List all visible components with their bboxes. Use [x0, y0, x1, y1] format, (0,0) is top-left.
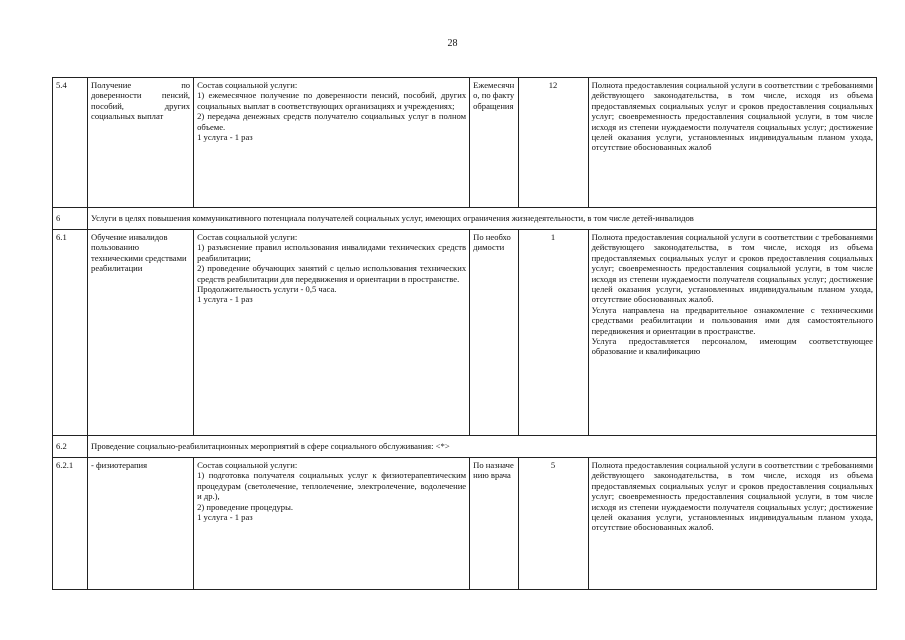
service-name: Обучение инвалидов пользованию техническими средствами реабилитации: [88, 230, 194, 436]
content-line: 2) проведение процедуры.: [197, 501, 294, 512]
table-row-5-4: [53, 78, 877, 208]
service-content: [194, 78, 470, 208]
row-number: 6.2.1: [53, 458, 88, 590]
content-line: 2) проведение обучающих занятий с целью использования технических средств реабилитации для передвижения и ориентации в пространстве.: [197, 263, 467, 284]
service-volume: 1: [518, 230, 588, 436]
service-content: [194, 230, 470, 436]
content-line: 1) подготовка получателя социальных услуг к физиотерапевтическим процедурам (светолечение, теплолечение, электролечение, водолечение и др.),: [197, 470, 467, 502]
quality-paragraph: Полнота предоставления социальной услуги в соответствии с требованиями действующего законодательства, в том числе, исходя из объема предоставляемых социальных услуг и сроков предоставления социальных услуг; своевременность предоставления социальной услуги, в том числе исходя из степени нуждаемости получателя социальных услуг; достижение целей оказания услуги, установленных индивидуальным планом ухода, отсутствие обоснованных жалоб.: [591, 460, 873, 533]
service-period: По назначению врача: [470, 458, 518, 590]
table-row-6-1: [53, 230, 877, 436]
page-number: 28: [447, 38, 458, 49]
table-row-6-2-1: [53, 458, 877, 590]
quality-paragraph: Полнота предоставления социальной услуги в соответствии с требованиями действующего законодательства, в том числе, исходя из объема предоставляемых социальных услуг и сроков предоставления социальных услуг; своевременность предоставления социальной услуги, в том числе исходя из степени нуждаемости получателя социальных услуг; достижение целей оказания услуги, установленных индивидуальным планом ухода, отсутствие обоснованных жалоб: [591, 80, 873, 153]
content-line: 1 услуга - 1 раз: [197, 132, 253, 143]
content-line: Состав социальной услуги:: [197, 232, 298, 242]
service-quality: [588, 458, 876, 590]
services-table: [52, 77, 877, 590]
content-line: Состав социальной услуги:: [197, 80, 298, 90]
row-number: 6.1: [53, 230, 88, 436]
content-line: Состав социальной услуги:: [197, 460, 298, 470]
table-row-section-6: [53, 208, 877, 230]
service-content: [194, 458, 470, 590]
section-title: Проведение социально-реабилитационных мероприятий в сфере социального обслуживания: <*>: [88, 436, 877, 458]
service-volume: 5: [518, 458, 588, 590]
row-number: 5.4: [53, 78, 88, 208]
table-row-section-6-2: [53, 436, 877, 458]
service-name: - физиотерапия: [88, 458, 194, 590]
quality-paragraph: Услуга предоставляется персоналом, имеющим соответствующее образование и квалификацию: [591, 336, 873, 357]
section-title: Услуги в целях повышения коммуникативного потенциала получателей социальных услуг, имеющих ограничения жизнедеятельности, в том числе детей-инвалидов: [88, 208, 877, 230]
content-line: Продолжительность услуги - 0,5 часа.: [197, 284, 337, 295]
service-period: Ежемесячно, по факту обращения: [470, 78, 518, 208]
service-name: Получение по доверенности пенсий, пособий, других социальных выплат: [88, 78, 194, 208]
service-period: По необходимости: [470, 230, 518, 436]
quality-paragraph: Услуга направлена на предварительное ознакомление с техническими средствами реабилитации и пользования ими для самостоятельного передвижения и ориентации в пространстве.: [591, 304, 873, 336]
quality-paragraph: Полнота предоставления социальной услуги в соответствии с требованиями действующего законодательства, в том числе, исходя из объема предоставляемых социальных услуг и сроков предоставления социальных услуг; своевременность предоставления социальной услуги, в том числе исходя из степени нуждаемости получателя социальных услуг; достижение целей оказания услуги, установленных индивидуальным планом ухода, отсутствие обоснованных жалоб.: [591, 232, 873, 305]
section-number: 6: [53, 208, 88, 230]
content-line: 1 услуга - 1 раз: [197, 294, 253, 305]
service-quality: [588, 78, 876, 208]
content-line: 1) ежемесячное получение по доверенности пенсий, пособий, других социальных выплат в соответствующих организациях и учреждениях;: [197, 90, 467, 111]
section-number: 6.2: [53, 436, 88, 458]
content-line: 1) разъяснение правил использования инвалидами технических средств реабилитации;: [197, 242, 467, 263]
service-volume: 12: [518, 78, 588, 208]
content-line: 1 услуга - 1 раз: [197, 512, 253, 523]
service-quality: [588, 230, 876, 436]
content-line: 2) передача денежных средств получателю социальных услуг в полном объеме.: [197, 111, 467, 132]
